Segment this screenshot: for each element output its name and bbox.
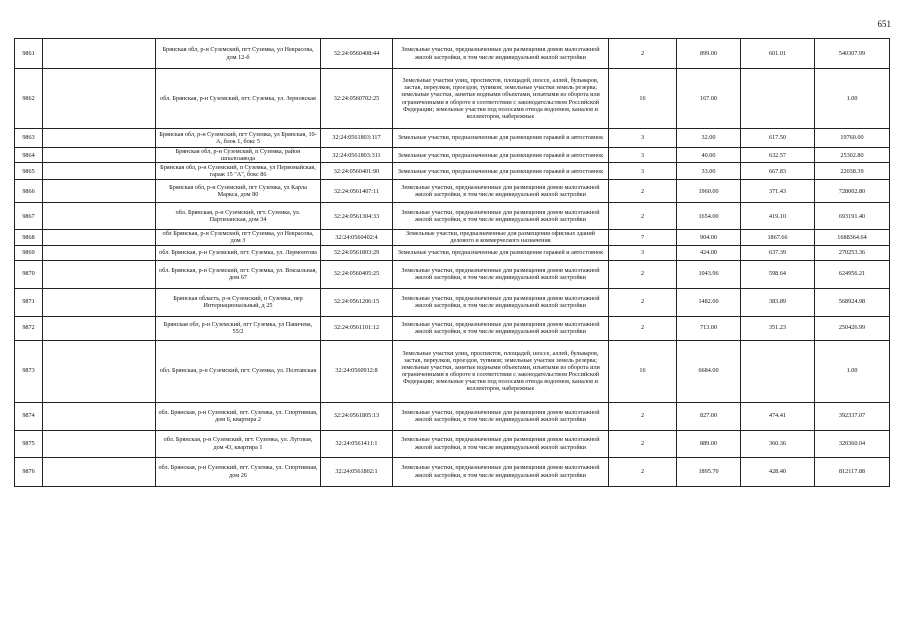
table-row — [15, 402, 890, 430]
specific-value-cell — [741, 69, 815, 129]
specific-value-cell: 601.01 — [741, 39, 815, 69]
row-number-cell: 9866 — [15, 180, 43, 203]
cadastral-number-cell: 32:24:0561802:1 — [321, 457, 393, 486]
area-cell: 899.00 — [677, 39, 741, 69]
table-body — [15, 39, 890, 487]
address-cell: обл. Брянская, р-н Суземский, пгт. Суземка, ул. Полтавская — [156, 340, 321, 402]
area-cell: 1043.96 — [677, 260, 741, 288]
land-use-cell: Земельные участки, предназначенные для размещения домов малоэтажной жилой застройки, в том числе индивидуальной жилой застройки — [393, 430, 609, 457]
cadastral-value-cell: 540307.99 — [815, 39, 890, 69]
group-cell: 16 — [609, 69, 677, 129]
specific-value-cell: 383.89 — [741, 288, 815, 316]
blank-cell — [43, 180, 156, 203]
group-cell: 2 — [609, 402, 677, 430]
land-use-cell: Земельные участки, предназначенные для размещения домов малоэтажной жилой застройки, в том числе индивидуальной жилой застройки — [393, 288, 609, 316]
row-number-cell: 9863 — [15, 129, 43, 148]
group-cell: 2 — [609, 180, 677, 203]
address-cell: обл. Брянская, р-н Суземский, пгт. Суземка, ул. Партизанская, дом 34 — [156, 203, 321, 230]
cadastral-value-cell: 22038.39 — [815, 163, 890, 180]
group-cell: 7 — [609, 230, 677, 245]
row-number-cell: 9861 — [15, 39, 43, 69]
area-cell: 1482.00 — [677, 288, 741, 316]
cadastral-value-cell: 25302.80 — [815, 148, 890, 163]
specific-value-cell: 360.36 — [741, 430, 815, 457]
land-use-cell: Земельные участки, предназначенные для размещения домов малоэтажной жилой застройки, в том числе индивидуальной жилой застройки — [393, 457, 609, 486]
area-cell: 1895.70 — [677, 457, 741, 486]
table-row — [15, 129, 890, 148]
cadastral-value-cell: 1.00 — [815, 340, 890, 402]
land-use-cell: Земельные участки, предназначенные для размещения домов малоэтажной жилой застройки, в том числе индивидуальной жилой застройки — [393, 203, 609, 230]
area-cell: 1654.00 — [677, 203, 741, 230]
land-use-cell: Земельные участки, предназначенные для размещения домов малоэтажной жилой застройки, в том числе индивидуальной жилой застройки — [393, 402, 609, 430]
cadastral-number-cell: 32:24:0560402:4 — [321, 230, 393, 245]
land-use-cell: Земельные участки, предназначенные для размещения домов малоэтажной жилой застройки, в том числе индивидуальной жилой застройки — [393, 180, 609, 203]
blank-cell — [43, 430, 156, 457]
table-row — [15, 340, 890, 402]
specific-value-cell: 667.83 — [741, 163, 815, 180]
blank-cell — [43, 203, 156, 230]
group-cell: 16 — [609, 340, 677, 402]
specific-value-cell: 371.43 — [741, 180, 815, 203]
table-row — [15, 180, 890, 203]
table-row — [15, 69, 890, 129]
row-number-cell: 9871 — [15, 288, 43, 316]
specific-value-cell: 617.50 — [741, 129, 815, 148]
cadastral-number-cell: 32:24:0561407:11 — [321, 180, 393, 203]
blank-cell — [43, 148, 156, 163]
specific-value-cell: 637.39 — [741, 245, 815, 260]
cadastral-value-cell: 250426.99 — [815, 316, 890, 340]
group-cell: 3 — [609, 245, 677, 260]
table-row — [15, 230, 890, 245]
cadastral-number-cell: 32:24:0561803:29 — [321, 245, 393, 260]
area-cell: 6684.00 — [677, 340, 741, 402]
area-cell: 713.00 — [677, 316, 741, 340]
address-cell: обл. Брянская, р-н Суземский, пгт. Суземка, ул. Лермонтова — [156, 245, 321, 260]
cadastral-number-cell: 32:24:0560702:25 — [321, 69, 393, 129]
area-cell: 167.00 — [677, 69, 741, 129]
row-number-cell: 9864 — [15, 148, 43, 163]
cadastral-number-cell: 32:24:0560912:8 — [321, 340, 393, 402]
row-number-cell: 9873 — [15, 340, 43, 402]
page-number: 651 — [877, 19, 891, 29]
cadastral-value-cell: 693191.40 — [815, 203, 890, 230]
blank-cell — [43, 69, 156, 129]
row-number-cell: 9870 — [15, 260, 43, 288]
address-cell: обл. Брянская, р-н Суземский, пгт. Суземка, ул. Вокзальная, дом 67 — [156, 260, 321, 288]
blank-cell — [43, 230, 156, 245]
address-cell: Брянская обл, р-н Суземский, пгт Суземка, ул Карла Маркса, дом 80 — [156, 180, 321, 203]
blank-cell — [43, 245, 156, 260]
row-number-cell: 9876 — [15, 457, 43, 486]
table-row — [15, 148, 890, 163]
specific-value-cell: 474.41 — [741, 402, 815, 430]
cadastral-value-cell: 728002.80 — [815, 180, 890, 203]
land-use-cell: Земельные участки, предназначенные для размещения гаражей и автостоянок — [393, 148, 609, 163]
address-cell: обл. Брянская, р-н Суземский, пгт. Суземка, ул. Спортивная, дом 6, квартира 2 — [156, 402, 321, 430]
land-use-cell: Земельные участки, предназначенные для размещения домов малоэтажной жилой застройки, в том числе индивидуальной жилой застройки — [393, 260, 609, 288]
area-cell: 904.00 — [677, 230, 741, 245]
group-cell: 3 — [609, 148, 677, 163]
cadastral-value-cell: 320360.04 — [815, 430, 890, 457]
row-number-cell: 9868 — [15, 230, 43, 245]
specific-value-cell: 598.64 — [741, 260, 815, 288]
table-row — [15, 457, 890, 486]
land-use-cell: Земельные участки, предназначенные для размещения домов малоэтажной жилой застройки, в том числе индивидуальной жилой застройки — [393, 39, 609, 69]
address-cell: Брянская обл, р-н Суземский, п Суземка, ул Первомайская, гараж 15 "А", бокс 86 — [156, 163, 321, 180]
address-cell: обл. Брянская, р-н Суземский, пгт. Суземка, ул. Луговая, дом 43, квартира 1 — [156, 430, 321, 457]
land-use-cell: Земельные участки, предназначенные для размещения офисных зданий делового и коммерческого назначения — [393, 230, 609, 245]
cadastral-number-cell: 32:24:0561803:311 — [321, 148, 393, 163]
specific-value-cell: 428.40 — [741, 457, 815, 486]
specific-value-cell: 632.57 — [741, 148, 815, 163]
cadastral-number-cell: 32:24:0560408:44 — [321, 39, 393, 69]
address-cell: Брянская область, р-н Суземский, п Суземка, пер Интернациональный, д 25 — [156, 288, 321, 316]
group-cell: 2 — [609, 203, 677, 230]
row-number-cell: 9867 — [15, 203, 43, 230]
cadastral-number-cell: 32:24:0561206:15 — [321, 288, 393, 316]
cadastral-number-cell: 32:24:0560405:25 — [321, 260, 393, 288]
land-use-cell: Земельные участки улиц, проспектов, площадей, шоссе, аллей, бульваров, застав, переулков, проездов, тупиков; земельные участки земель резерва; земельные участки, занятые водными объектами, изъятыми из оборота или ограниченными в обороте в соответствии с законодательством Российской Федерации; земельные участки под полосами отвода водоемов, каналов и коллекторов, набережные — [393, 69, 609, 129]
address-cell: обл Брянская, р-н Суземский, пгт Суземка, ул Некрасова, дом 3 — [156, 230, 321, 245]
group-cell: 2 — [609, 457, 677, 486]
land-registry-table — [14, 38, 890, 487]
address-cell: Брянская обл, р-н Суземский, п Суземка, район шпалозавода — [156, 148, 321, 163]
group-cell: 2 — [609, 39, 677, 69]
address-cell: обл. Брянская, р-н Суземский, пгт. Суземка, ул. Зерновская — [156, 69, 321, 129]
area-cell: 32.00 — [677, 129, 741, 148]
table-row — [15, 316, 890, 340]
row-number-cell: 9869 — [15, 245, 43, 260]
row-number-cell: 9862 — [15, 69, 43, 129]
cadastral-value-cell: 624956.21 — [815, 260, 890, 288]
blank-cell — [43, 39, 156, 69]
group-cell: 3 — [609, 129, 677, 148]
table-row — [15, 163, 890, 180]
area-cell: 40.00 — [677, 148, 741, 163]
group-cell: 2 — [609, 288, 677, 316]
cadastral-value-cell: 19760.00 — [815, 129, 890, 148]
table-row — [15, 260, 890, 288]
blank-cell — [43, 316, 156, 340]
area-cell: 1960.00 — [677, 180, 741, 203]
cadastral-number-cell: 32:24:0561803:117 — [321, 129, 393, 148]
blank-cell — [43, 402, 156, 430]
blank-cell — [43, 260, 156, 288]
row-number-cell: 9865 — [15, 163, 43, 180]
address-cell: обл. Брянская, р-н Суземский, пгт. Суземка, ул. Спортивная, дом 26 — [156, 457, 321, 486]
land-use-cell: Земельные участки улиц, проспектов, площадей, шоссе, аллей, бульваров, застав, переулков, проездов, тупиков; земельные участки земель резерва; земельные участки, занятые водными объектами, изъятыми из оборота или ограниченными в обороте в соответствии с законодательством Российской Федерации; земельные участки под полосами отвода водоемов, каналов и коллекторов, набережные — [393, 340, 609, 402]
specific-value-cell: 419.10 — [741, 203, 815, 230]
cadastral-number-cell: 32:24:0560401:90 — [321, 163, 393, 180]
area-cell: 424.00 — [677, 245, 741, 260]
row-number-cell: 9872 — [15, 316, 43, 340]
table-row — [15, 288, 890, 316]
address-cell: Брянская обл, р-н Суземский, пгт Суземка, ул Брянская, 10-А, блок 1, бокс 5 — [156, 129, 321, 148]
blank-cell — [43, 457, 156, 486]
group-cell: 2 — [609, 316, 677, 340]
cadastral-number-cell: 32:24:0561411:1 — [321, 430, 393, 457]
group-cell: 2 — [609, 430, 677, 457]
specific-value-cell: 351.23 — [741, 316, 815, 340]
specific-value-cell: 1867.66 — [741, 230, 815, 245]
area-cell: 889.00 — [677, 430, 741, 457]
group-cell: 2 — [609, 260, 677, 288]
table-row — [15, 430, 890, 457]
blank-cell — [43, 340, 156, 402]
table-row — [15, 203, 890, 230]
blank-cell — [43, 288, 156, 316]
area-cell: 33.00 — [677, 163, 741, 180]
table-row — [15, 245, 890, 260]
cadastral-value-cell: 568924.98 — [815, 288, 890, 316]
cadastral-value-cell: 1688364.64 — [815, 230, 890, 245]
address-cell: Брянская обл, р-н Суземский, пгт Суземка, ул Павичева, 55/2 — [156, 316, 321, 340]
area-cell: 827.00 — [677, 402, 741, 430]
cadastral-value-cell: 1.00 — [815, 69, 890, 129]
land-use-cell: Земельные участки, предназначенные для размещения гаражей и автостоянок — [393, 129, 609, 148]
row-number-cell: 9874 — [15, 402, 43, 430]
cadastral-number-cell: 32:24:0561101:12 — [321, 316, 393, 340]
cadastral-number-cell: 32:24:0561805:13 — [321, 402, 393, 430]
cadastral-value-cell: 392337.07 — [815, 402, 890, 430]
table-row — [15, 39, 890, 69]
land-use-cell: Земельные участки, предназначенные для размещения домов малоэтажной жилой застройки, в том числе индивидуальной жилой застройки — [393, 316, 609, 340]
specific-value-cell — [741, 340, 815, 402]
row-number-cell: 9875 — [15, 430, 43, 457]
blank-cell — [43, 129, 156, 148]
group-cell: 3 — [609, 163, 677, 180]
cadastral-number-cell: 32:24:0561304:33 — [321, 203, 393, 230]
blank-cell — [43, 163, 156, 180]
address-cell: Брянская обл, р-н Суземский, пгт Суземка, ул Некрасова, дом 12-б — [156, 39, 321, 69]
cadastral-value-cell: 812117.88 — [815, 457, 890, 486]
cadastral-value-cell: 270253.36 — [815, 245, 890, 260]
land-use-cell: Земельные участки, предназначенные для размещения гаражей и автостоянок — [393, 163, 609, 180]
land-use-cell: Земельные участки, предназначенные для размещения гаражей и автостоянок — [393, 245, 609, 260]
